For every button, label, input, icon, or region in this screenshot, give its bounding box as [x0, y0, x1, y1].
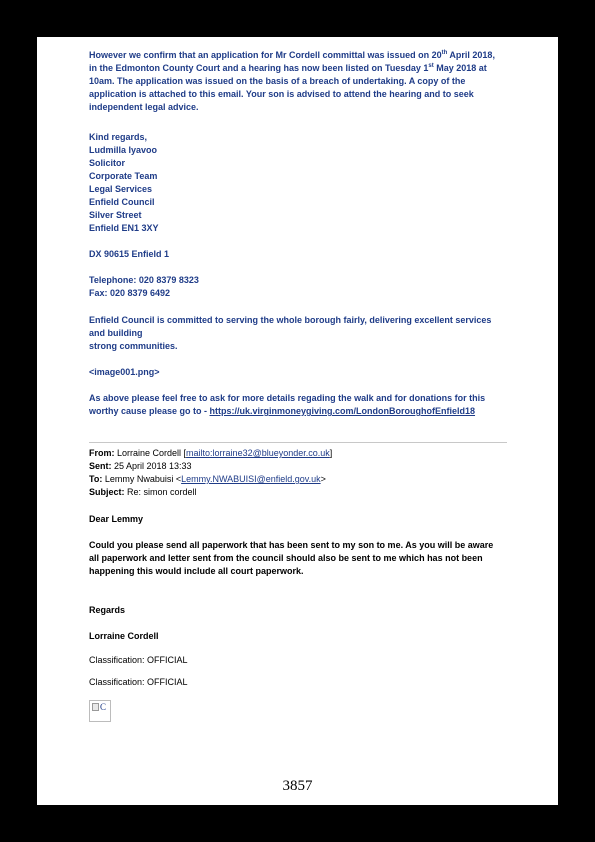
telephone: Telephone: 020 8379 8323 — [89, 275, 199, 285]
page-number: 3857 — [282, 778, 313, 794]
confirmation-text-1: However we confirm that an application for Mr Cordell committal was issued on 20 — [89, 50, 442, 60]
to-email-link[interactable]: Lemmy.NWABUISI@enfield.gov.uk — [181, 474, 321, 484]
to-label: To: — [89, 474, 103, 484]
sig-line-7: Enfield EN1 3XY — [89, 223, 159, 233]
broken-image-icon — [89, 700, 111, 722]
sig-line-0: Kind regards, — [89, 132, 148, 142]
council-commitment — [89, 314, 499, 353]
sig-line-1: Ludmilla Iyavoo — [89, 145, 158, 155]
from-label: From: — [89, 448, 115, 458]
header-subject — [89, 486, 197, 499]
ordinal-st: st — [428, 63, 434, 69]
sent-value: 25 April 2018 13:33 — [111, 461, 192, 471]
commitment-text-a: Enfield Council is committed to serving the whole borough fairly, delivering excellent services and building — [89, 315, 492, 338]
sig-line-5: Enfield Council — [89, 197, 155, 207]
sig-line-3: Corporate Team — [89, 171, 158, 181]
fax: Fax: 020 8379 6492 — [89, 288, 171, 298]
ordinal-th: th — [441, 50, 448, 56]
classification-2: Classification: OFFICIAL — [89, 677, 188, 687]
walk-paragraph — [89, 392, 499, 418]
sig-line-2: Solicitor — [89, 158, 126, 168]
broken-image-glyph — [92, 703, 99, 711]
classification-1: Classification: OFFICIAL — [89, 655, 188, 665]
dx-address: DX 90615 Enfield 1 — [89, 249, 170, 259]
email-body: Could you please send all paperwork that has been sent to my son to me. As you will be aware all paperwork and letter sent from the council should also be sent to me which has not been happening this would include all court paperwork. — [89, 540, 494, 576]
confirmation-text-2: April 2018, in the Edmonton County Court and a hearing has now been listed on Tuesday 1 — [89, 50, 495, 73]
subject-label: Subject: — [89, 487, 125, 497]
confirmation-paragraph — [89, 49, 499, 114]
walk-text: As above please feel free to ask for more details regading the walk and for donations for this worthy cause please go to - — [89, 393, 486, 416]
header-to — [89, 473, 326, 486]
subject-value: Re: simon cordell — [124, 487, 197, 497]
from-value: Lorraine Cordell [ — [114, 448, 187, 458]
donation-link[interactable]: https://uk.virginmoneygiving.com/LondonBoroughofEnfield18 — [209, 406, 476, 416]
header-sent — [89, 460, 192, 473]
email-divider — [89, 442, 507, 443]
signoff-name: Lorraine Cordell — [89, 631, 159, 641]
greeting: Dear Lemmy — [89, 514, 144, 524]
to-end: > — [320, 474, 326, 484]
sent-label: Sent: — [89, 461, 112, 471]
from-end: ] — [329, 448, 333, 458]
sig-line-4: Legal Services — [89, 184, 153, 194]
commitment-text-b: strong communities. — [89, 341, 178, 351]
to-value: Lemmy Nwabuisi < — [102, 474, 182, 484]
header-from — [89, 447, 332, 460]
image-reference: <image001.png> — [89, 367, 160, 377]
broken-image-alt: C — [100, 702, 107, 712]
sig-line-6: Silver Street — [89, 210, 142, 220]
regards: Regards — [89, 605, 126, 615]
from-mailto-link[interactable]: mailto:lorraine32@blueyonder.co.uk — [186, 448, 330, 458]
confirmation-text-3: May 2018 at 10am. The application was issued on the basis of a breach of undertaking. A copy of the application is attached to this email. Your son is advised to attend the hearing and to seek independent legal advice. — [89, 63, 487, 112]
document-page — [37, 37, 558, 805]
